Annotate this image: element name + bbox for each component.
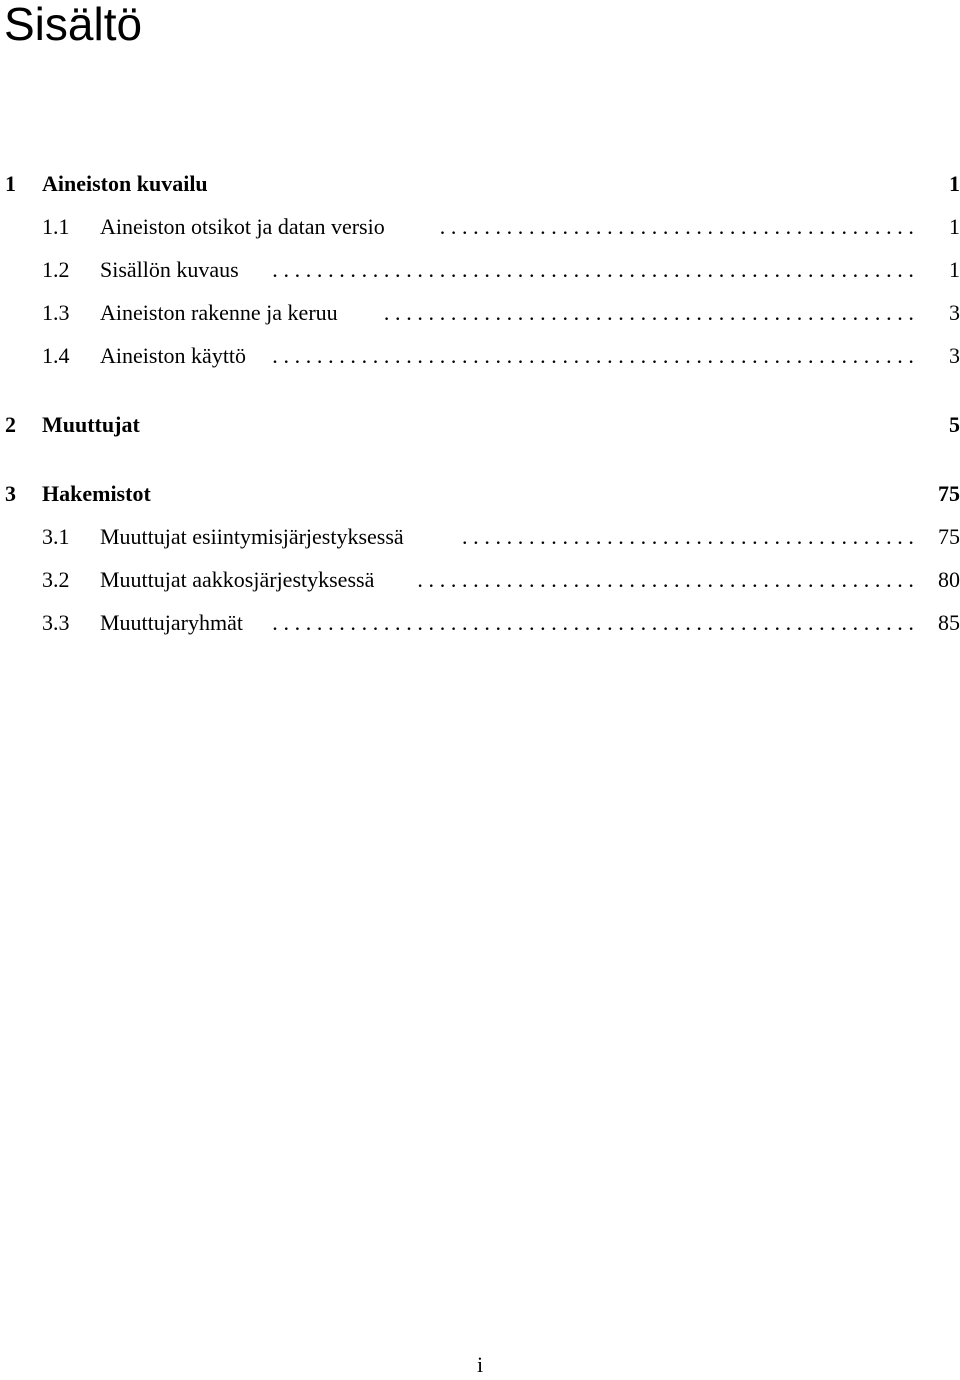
toc-chapter-3[interactable]	[0, 479, 960, 509]
toc-section-3-3[interactable]	[0, 608, 960, 638]
toc-section-1-2[interactable]	[0, 255, 960, 285]
toc-chapter-2[interactable]	[0, 410, 960, 440]
toc-label: Muuttujat esiintymisjärjestyksessä	[100, 524, 404, 549]
dot-leader	[460, 522, 914, 552]
toc-chapter-1[interactable]	[0, 169, 960, 199]
dot-leader	[437, 212, 914, 242]
toc-number: 3.3	[42, 610, 70, 635]
toc-number: 1.4	[42, 343, 70, 368]
toc-label: Aineiston kuvailu	[42, 171, 208, 196]
toc-section-1-1[interactable]	[0, 212, 960, 242]
toc-label: Muuttujat aakkosjärjestyksessä	[100, 567, 375, 592]
toc-page: 5	[949, 412, 960, 437]
toc-section-1-4[interactable]	[0, 341, 960, 371]
toc-section-1-3[interactable]	[0, 298, 960, 328]
toc-section-3-2[interactable]	[0, 565, 960, 595]
page-title: Sisältö	[4, 0, 143, 50]
toc-page: 1	[949, 257, 960, 282]
toc-page: 3	[949, 343, 960, 368]
page-number-footer: i	[476, 1352, 484, 1377]
dot-leader	[270, 255, 914, 285]
toc-label: Muuttujaryhmät	[100, 610, 243, 635]
toc-number: 3	[5, 481, 16, 506]
toc-page: 1	[949, 171, 960, 196]
dot-leader	[383, 298, 914, 328]
dot-leader	[268, 608, 914, 638]
dot-leader	[418, 565, 914, 595]
toc-number: 3.2	[42, 567, 70, 592]
toc-label: Muuttujat	[42, 412, 140, 437]
toc-label: Sisällön kuvaus	[100, 257, 239, 282]
toc-page: 1	[949, 214, 960, 239]
toc-label: Hakemistot	[42, 481, 151, 506]
toc-number: 3.1	[42, 524, 70, 549]
toc-page: 75	[938, 524, 960, 549]
toc-number: 1.2	[42, 257, 70, 282]
toc-page: 3	[949, 300, 960, 325]
toc-page: 85	[938, 610, 960, 635]
toc-label: Aineiston rakenne ja keruu	[100, 300, 338, 325]
toc-number: 1.3	[42, 300, 70, 325]
toc-number: 1.1	[42, 214, 70, 239]
toc-label: Aineiston otsikot ja datan versio	[100, 214, 385, 239]
dot-leader	[270, 341, 914, 371]
toc-label: Aineiston käyttö	[100, 343, 247, 368]
toc-number: 1	[5, 171, 16, 196]
toc-number: 2	[5, 412, 16, 437]
toc-page: 80	[938, 567, 960, 592]
toc-section-3-1[interactable]	[0, 522, 960, 552]
toc-page: 75	[938, 481, 960, 506]
